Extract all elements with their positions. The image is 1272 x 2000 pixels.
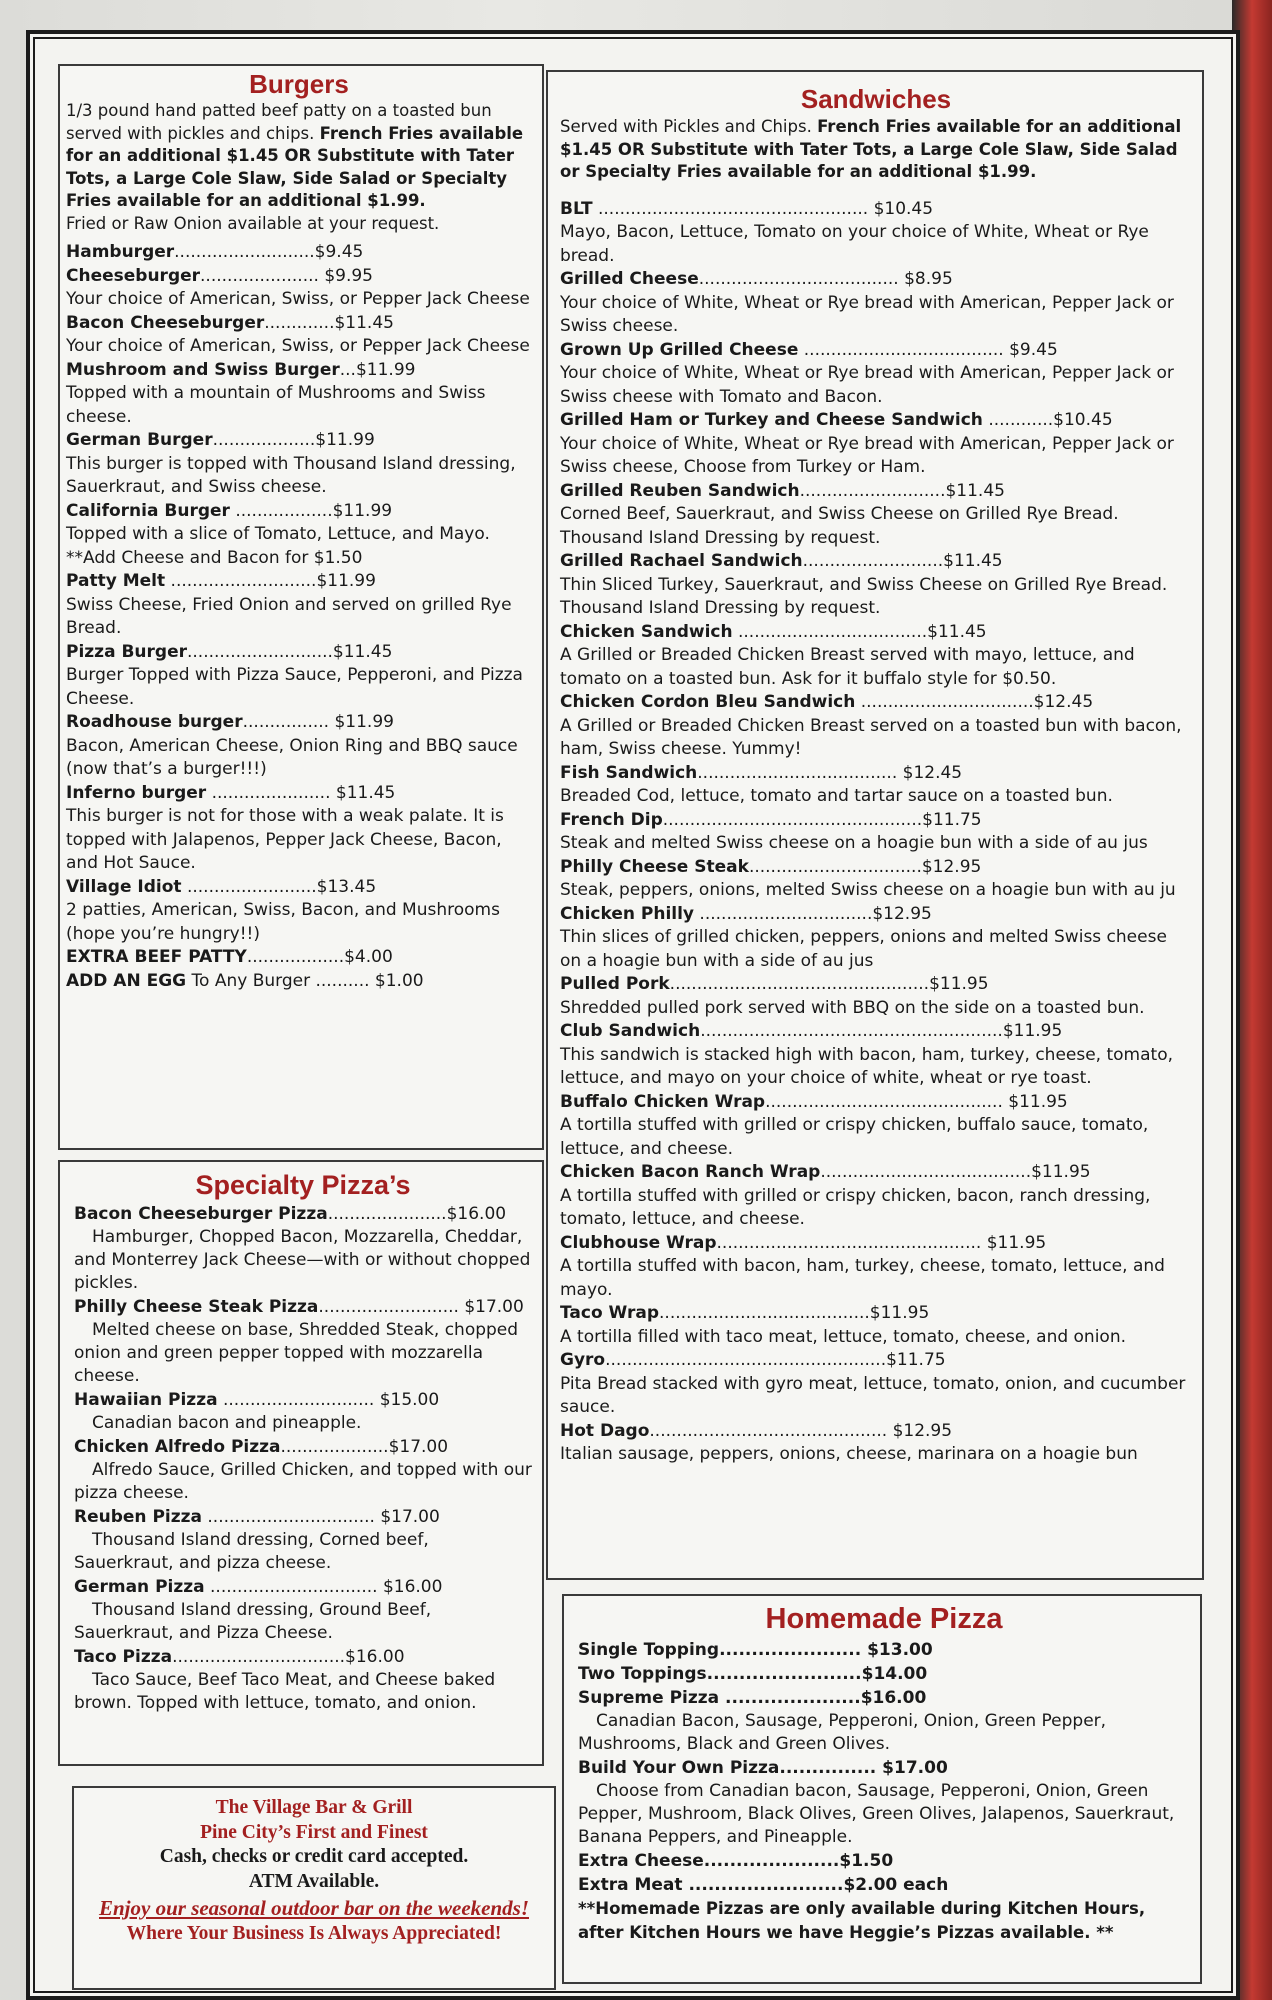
- menu-item: [560, 1349, 1192, 1420]
- menu-item-name: Buffalo Chicken Wrap: [560, 1091, 766, 1112]
- menu-item-dots: ............................: [217, 1390, 380, 1410]
- menu-item-price: $16.00: [345, 1647, 405, 1667]
- menu-item: [560, 550, 1192, 621]
- menu-item: [578, 1756, 1190, 1849]
- menu-item-dots: .....................: [703, 1851, 840, 1871]
- menu-item-dots: ...............: [779, 1758, 883, 1778]
- restaurant-name: The Village Bar & Grill: [215, 1797, 413, 1818]
- sandwiches-title: Sandwiches: [800, 84, 952, 114]
- menu-item-name: Two Toppings: [578, 1664, 707, 1684]
- menu-item-dots: ................................: [172, 1647, 346, 1667]
- menu-item-name: Hawaiian Pizza: [74, 1390, 218, 1410]
- menu-item-dots: ................................: [855, 692, 1034, 712]
- menu-item-name: EXTRA BEEF PATTY: [66, 947, 247, 967]
- menu-item-description: Your choice of White, Wheat or Rye bread with American, Pepper Jack or Swiss cheese.: [560, 292, 1174, 336]
- menu-item-line: [560, 550, 1192, 574]
- menu-item-name: Pizza Burger: [66, 641, 187, 662]
- menu-item: [66, 570, 532, 641]
- menu-item-dots: ....................................................: [605, 1350, 887, 1370]
- menu-item-name: Inferno burger: [66, 782, 207, 803]
- menu-item-name: Reuben Pizza: [74, 1507, 202, 1527]
- menu-item-description: Your choice of American, Swiss, or Pepper Jack Cheese: [66, 336, 530, 356]
- menu-item-price: $11.95: [1002, 1021, 1063, 1041]
- menu-item-description: Your choice of American, Swiss, or Pepper Jack Cheese: [66, 289, 530, 309]
- menu-item-dots: ...........................: [799, 480, 946, 501]
- burgers-section: [58, 64, 544, 1150]
- menu-item-description: Topped with a mountain of Mushrooms and Swiss cheese.: [66, 383, 486, 427]
- menu-item: [66, 265, 532, 312]
- burgers-intro: [66, 100, 532, 235]
- menu-item-description: A tortilla stuffed with bacon, ham, turkey, cheese, tomato, lettuce, and mayo.: [560, 1256, 1165, 1300]
- menu-item-price: $11.75: [922, 809, 982, 830]
- menu-item-line: [560, 1302, 1192, 1326]
- sandwiches-list: [560, 198, 1192, 1467]
- menu-item-dots: ................................................: [669, 974, 930, 994]
- sandwiches-intro-bold: French Fries available for an additional $1.45 OR Substitute with Tater Tots, a Large Cole Slaw, Side Salad or Specialty Fries available for an additional $1.99.: [560, 117, 1182, 181]
- menu-item: [66, 429, 532, 500]
- menu-item: [66, 711, 532, 782]
- menu-item-description: Bacon, American Cheese, Onion Ring and BBQ sauce (now that’s a burger!!!): [66, 735, 518, 779]
- menu-item-name: Roadhouse burger: [66, 712, 243, 732]
- menu-item-description: Choose from Canadian bacon, Sausage, Pepperoni, Onion, Green Pepper, Mushroom, Black Olives, Green Olives, Jalapenos, Sauerkraut, Banana Peppers, and Pineapple.: [578, 1781, 1175, 1847]
- menu-item-dots: ...................: [212, 430, 316, 450]
- menu-item-price: $11.99: [332, 500, 393, 521]
- menu-item-price: $2.00 each: [843, 1875, 949, 1895]
- menu-item-name: Extra Cheese: [578, 1851, 704, 1871]
- menu-item-price: $17.00: [388, 1437, 449, 1457]
- menu-item-line: [74, 1645, 532, 1669]
- menu-item-price: $12.45: [1033, 692, 1094, 712]
- menu-item-dots: ..................................................: [592, 198, 874, 219]
- menu-item-dots: ............: [982, 410, 1054, 430]
- menu-item-name: Grown Up Grilled Cheese: [560, 339, 799, 360]
- menu-item-price: $16.00: [446, 1204, 507, 1224]
- menu-item-line: [66, 782, 532, 806]
- menu-item-description: Thin Sliced Turkey, Sauerkraut, and Swiss Cheese on Grilled Rye Bread. Thousand Island Dressing by request.: [560, 574, 1168, 618]
- menu-item-price: $16.00: [382, 1577, 443, 1597]
- menu-item-description: Alfredo Sauce, Grilled Chicken, and topped with our pizza cheese.: [74, 1460, 532, 1503]
- menu-item-price: $9.95: [324, 265, 373, 286]
- menu-item-line: [560, 1349, 1192, 1373]
- menu-item-name: Grilled Rachael Sandwich: [560, 551, 803, 571]
- menu-item-name: Build Your Own Pizza: [578, 1758, 780, 1778]
- menu-item-description: A Grilled or Breaded Chicken Breast served with mayo, lettuce, and tomato on a toasted bun. Ask for it buffalo style for $0.50.: [560, 645, 1135, 689]
- menu-item-description: This burger is not for those with a weak palate. It is topped with Jalapenos, Pepper Jack Cheese, Bacon, and Hot Sauce.: [66, 806, 504, 873]
- menu-item-name: BLT: [560, 198, 593, 219]
- menu-item: [578, 1662, 1190, 1686]
- menu-item-description: Taco Sauce, Beef Taco Meat, and Cheese baked brown. Topped with lettuce, tomato, and onion.: [74, 1670, 496, 1713]
- menu-item-dots: ...........................: [165, 571, 317, 591]
- menu-item-line: [66, 312, 532, 336]
- menu-item-description: Pita Bread stacked with gyro meat, lettuce, tomato, onion, and cucumber sauce.: [560, 1373, 1186, 1417]
- menu-item: [578, 1686, 1190, 1756]
- menu-item: [560, 1420, 1192, 1467]
- menu-item-dots: ............................................: [649, 1420, 893, 1441]
- menu-item-name: ADD AN EGG: [66, 970, 187, 991]
- menu-item-name: Chicken Bacon Ranch Wrap: [560, 1162, 821, 1182]
- menu-item-line: [560, 339, 1192, 363]
- menu-item-name: Village Idiot: [66, 876, 182, 897]
- menu-item-dots: .....................................: [697, 762, 903, 783]
- menu-item-name: Taco Pizza: [74, 1647, 173, 1667]
- menu-item-dots: To Any Burger ..........: [186, 970, 375, 991]
- menu-item-dots: ...............................: [202, 1507, 381, 1527]
- restaurant-tagline: Pine City’s First and Finest: [200, 1821, 428, 1843]
- menu-item-price: $11.45: [927, 621, 987, 642]
- menu-item: [560, 691, 1192, 762]
- burgers-intro-plain: 1/3 pound hand patted beef patty on a toasted bun served with pickles and chips.: [66, 101, 492, 143]
- menu-item-description: Melted cheese on base, Shredded Steak, chopped onion and green pepper topped with mozzarella cheese.: [74, 1320, 519, 1386]
- menu-item-line: [560, 973, 1192, 997]
- menu-item-price: $13.45: [316, 876, 377, 897]
- homemade-pizza-title: Homemade Pizza: [765, 1603, 1003, 1635]
- menu-item-name: Chicken Cordon Bleu Sandwich: [560, 692, 856, 712]
- menu-item: [74, 1575, 532, 1645]
- menu-item-dots: .....................: [719, 1688, 861, 1708]
- menu-item-dots: .............: [264, 312, 335, 333]
- menu-item-price: $11.45: [945, 480, 1005, 501]
- menu-item-name: French Dip: [560, 809, 663, 830]
- menu-item-line: [560, 691, 1192, 715]
- menu-item-description: Italian sausage, peppers, onions, cheese, marinara on a hoagie bun: [560, 1444, 1138, 1464]
- menu-item-name: Chicken Alfredo Pizza: [74, 1437, 281, 1457]
- menu-item-price: $11.45: [332, 641, 393, 662]
- menu-item-line: [66, 711, 532, 735]
- menu-item-name: Hamburger: [66, 242, 175, 262]
- menu-item-line: [560, 1232, 1192, 1256]
- menu-item-line: [560, 621, 1192, 645]
- menu-item-description: A tortilla filled with taco meat, lettuce, tomato, cheese, and onion.: [560, 1326, 1127, 1347]
- menu-item-description: Thousand Island dressing, Ground Beef, Sauerkraut, and Pizza Cheese.: [74, 1600, 432, 1643]
- menu-item-dots: ............................................: [765, 1091, 1009, 1112]
- menu-item-dots: ..........................: [174, 242, 315, 262]
- menu-item-name: Gyro: [560, 1350, 606, 1370]
- menu-item-description: Shredded pulled pork served with BBQ on the side on a toasted bun.: [560, 997, 1145, 1018]
- menu-item-name: Grilled Cheese: [560, 269, 699, 289]
- menu-item: [560, 856, 1192, 903]
- menu-item-description: Burger Topped with Pizza Sauce, Pepperoni, and Pizza Cheese.: [66, 665, 523, 709]
- menu-item: [560, 762, 1192, 809]
- payment-info: Cash, checks or credit card accepted.: [159, 1846, 469, 1867]
- menu-item: [560, 1020, 1192, 1091]
- menu-item-description: Canadian bacon and pineapple.: [92, 1413, 362, 1433]
- menu-item-price: $9.45: [314, 242, 364, 262]
- menu-item-price: $11.45: [943, 551, 1003, 571]
- menu-item-name: Patty Melt: [66, 571, 166, 591]
- menu-item-line: [578, 1756, 1190, 1780]
- menu-item-line: [578, 1873, 1190, 1897]
- menu-item-description: A tortilla stuffed with grilled or crispy chicken, buffalo sauce, tomato, lettuce, and cheese.: [560, 1115, 1149, 1159]
- menu-item-line: [560, 1091, 1192, 1115]
- menu-item-description: Hamburger, Chopped Bacon, Mozzarella, Cheddar, and Monterrey Jack Cheese—with or without chopped pickles.: [74, 1227, 531, 1293]
- menu-item-description: A tortilla stuffed with grilled or crispy chicken, bacon, ranch dressing, tomato, lettuce, and cheese.: [560, 1185, 1151, 1229]
- menu-item: [74, 1388, 532, 1435]
- menu-item-price: $17.00: [882, 1758, 948, 1778]
- menu-item-name: Grilled Ham or Turkey and Cheese Sandwich: [560, 410, 983, 430]
- menu-item-price: $17.00: [464, 1297, 524, 1317]
- menu-item-description: 2 patties, American, Swiss, Bacon, and Mushrooms (hope you’re hungry!!): [66, 900, 500, 944]
- menu-item-line: [560, 856, 1192, 880]
- menu-item-description: This sandwich is stacked high with bacon, ham, turkey, cheese, tomato, lettuce, and mayo on your choice of white, wheat or rye toast.: [560, 1044, 1174, 1088]
- menu-item-name: Bacon Cheeseburger Pizza: [74, 1204, 328, 1224]
- menu-item-line: [74, 1505, 532, 1529]
- menu-item: [66, 970, 532, 994]
- menu-item: [66, 641, 532, 712]
- menu-item-line: [66, 241, 532, 265]
- menu-item-description: Your choice of White, Wheat or Rye bread with American, Pepper Jack or Swiss cheese, Choose from Turkey or Ham.: [560, 433, 1174, 477]
- menu-item-line: [560, 1161, 1192, 1185]
- menu-item-price: $15.00: [379, 1390, 440, 1410]
- menu-item: [560, 409, 1192, 480]
- specialty-pizzas-title: Specialty Pizza’s: [195, 1170, 411, 1200]
- menu-item-description: Topped with a slice of Tomato, Lettuce, and Mayo. **Add Cheese and Bacon for $1.50: [66, 524, 490, 568]
- menu-item-dots: ..........................: [318, 1297, 465, 1317]
- menu-item-description: Thin slices of grilled chicken, peppers, onions and melted Swiss cheese on a hoagie bun with a side of au jus: [560, 927, 1167, 971]
- menu-item-dots: ......................: [206, 782, 336, 803]
- menu-item: [560, 480, 1192, 551]
- menu-item-dots: .......................................: [659, 1303, 870, 1323]
- specialty-pizzas-section: [58, 1160, 544, 1766]
- menu-item-line: [560, 198, 1192, 222]
- menu-item-name: German Pizza: [74, 1577, 205, 1597]
- menu-item-name: Extra Meat: [578, 1875, 683, 1895]
- menu-item-name: Philly Cheese Steak Pizza: [74, 1297, 319, 1317]
- menu-item-description: A Grilled or Breaded Chicken Breast served on a toasted bun with bacon, ham, Swiss cheese. Yummy!: [560, 715, 1182, 759]
- menu-item-line: [66, 641, 532, 665]
- burgers-intro-bold: French Fries available for an additional $1.45 OR Substitute with Tater Tots, a Large Cole Slaw, Side Salad or Specialty Fries available for an additional $1.99.: [66, 123, 524, 210]
- appreciation-line: Where Your Business Is Always Appreciated!: [126, 1923, 502, 1944]
- menu-item-name: Pulled Pork: [560, 974, 670, 994]
- menu-item-name: Cheeseburger: [66, 265, 201, 286]
- sandwiches-intro-plain: Served with Pickles and Chips.: [560, 117, 818, 136]
- menu-item-dots: ................: [242, 712, 335, 732]
- menu-item-price: $1.00: [374, 970, 424, 991]
- menu-item: [560, 903, 1192, 974]
- menu-item: [578, 1638, 1190, 1662]
- menu-item-description: Steak, peppers, onions, melted Swiss cheese on a hoagie bun with au ju: [560, 880, 1176, 900]
- menu-item: [66, 241, 532, 265]
- menu-item-dots: .................................................: [716, 1232, 987, 1253]
- menu-item: [74, 1505, 532, 1575]
- menu-item-dots: ..........................: [802, 551, 944, 571]
- menu-item: [560, 1091, 1192, 1162]
- atm-info: ATM Available.: [248, 1870, 380, 1892]
- menu-item-dots: ................................................: [662, 809, 923, 830]
- menu-item: [66, 500, 532, 571]
- menu-item: [74, 1295, 532, 1388]
- menu-item-description: Your choice of White, Wheat or Rye bread with American, Pepper Jack or Swiss cheese with Tomato and Bacon.: [560, 363, 1174, 407]
- menu-item-price: $11.95: [1031, 1162, 1091, 1182]
- specialty-pizzas-list: [74, 1202, 532, 1715]
- menu-item-dots: ..................: [229, 500, 333, 521]
- homemade-pizza-note: **Homemade Pizzas are only available during Kitchen Hours, after Kitchen Hours we have Heggie’s Pizzas available. **: [578, 1899, 1146, 1942]
- menu-item-price: $11.95: [986, 1232, 1047, 1253]
- menu-item-dots: ......................: [719, 1640, 868, 1660]
- menu-item-price: $12.95: [921, 856, 982, 877]
- burgers-list: [66, 241, 532, 993]
- menu-item-dots: .......................................: [820, 1162, 1032, 1182]
- menu-item-price: $12.95: [872, 903, 932, 924]
- menu-item-dots: ................................: [748, 856, 922, 877]
- menu-item-price: $11.99: [334, 712, 394, 732]
- menu-item-price: $11.95: [929, 974, 989, 994]
- menu-item-dots: ........................: [706, 1664, 862, 1684]
- menu-item-description: Mayo, Bacon, Lettuce, Tomato on your choice of White, Wheat or Rye bread.: [560, 222, 1149, 266]
- menu-item-dots: ........................: [682, 1875, 844, 1895]
- menu-item-line: [74, 1575, 532, 1599]
- menu-item-name: Clubhouse Wrap: [560, 1232, 717, 1253]
- menu-item-name: Hot Dago: [560, 1420, 650, 1441]
- burgers-title: Burgers: [249, 69, 349, 99]
- menu-item-dots: ..................: [246, 947, 345, 967]
- menu-item-price: $16.00: [860, 1688, 927, 1708]
- menu-item-line: [560, 809, 1192, 833]
- menu-item-line: [74, 1202, 532, 1226]
- menu-item-price: $11.75: [886, 1350, 946, 1370]
- menu-item-name: Bacon Cheeseburger: [66, 312, 265, 333]
- menu-item-price: $14.00: [861, 1664, 928, 1684]
- menu-item-line: [560, 1420, 1192, 1444]
- menu-item-line: [66, 876, 532, 900]
- menu-item-dots: ....................: [280, 1437, 389, 1457]
- menu-item-line: [74, 1295, 532, 1319]
- menu-item-name: Fish Sandwich: [560, 762, 698, 783]
- menu-item: [66, 876, 532, 947]
- menu-item: [74, 1435, 532, 1505]
- menu-item-name: Chicken Philly: [560, 903, 695, 924]
- menu-item: [560, 1161, 1192, 1232]
- menu-item-name: Club Sandwich: [560, 1021, 701, 1041]
- menu-item-name: California Burger: [66, 500, 230, 521]
- menu-item: [560, 339, 1192, 410]
- menu-item-line: [66, 265, 532, 289]
- menu-item-line: [560, 762, 1192, 786]
- menu-item-price: $9.45: [1009, 339, 1058, 360]
- menu-item: [66, 782, 532, 876]
- menu-item-description: Breaded Cod, lettuce, tomato and tartar sauce on a toasted bun.: [560, 786, 1113, 806]
- menu-item-price: $12.45: [902, 762, 963, 783]
- sandwiches-section: [546, 70, 1204, 1580]
- menu-item-price: $11.99: [315, 430, 375, 450]
- menu-item-price: $11.95: [869, 1303, 930, 1323]
- menu-item-line: [560, 409, 1192, 433]
- menu-item: [560, 1232, 1192, 1303]
- menu-item-dots: ................................: [694, 903, 873, 924]
- homemade-pizza-list: [578, 1638, 1190, 1897]
- menu-item-dots: ......................: [327, 1204, 447, 1224]
- sandwiches-intro: [560, 116, 1192, 184]
- menu-item: [66, 312, 532, 359]
- menu-item-price: $17.00: [380, 1507, 440, 1527]
- menu-item-line: [66, 570, 532, 594]
- menu-item-price: $11.95: [1008, 1091, 1068, 1112]
- menu-item-name: Supreme Pizza: [578, 1688, 720, 1708]
- menu-item-dots: ......................: [200, 265, 325, 286]
- menu-item-name: Grilled Reuben Sandwich: [560, 480, 800, 501]
- menu-item-line: [578, 1662, 1190, 1686]
- menu-item-name: Philly Cheese Steak: [560, 856, 749, 877]
- menu-item-line: [66, 359, 532, 383]
- menu-item-line: [66, 500, 532, 524]
- menu-item: [560, 973, 1192, 1020]
- menu-item: [578, 1849, 1190, 1873]
- menu-item-description: This burger is topped with Thousand Island dressing, Sauerkraut, and Swiss cheese.: [66, 453, 516, 497]
- menu-item-description: Steak and melted Swiss cheese on a hoagie bun with a side of au jus: [560, 833, 1148, 853]
- menu-item-price: $10.45: [1053, 410, 1113, 430]
- menu-item: [578, 1873, 1190, 1897]
- menu-item-name: Chicken Sandwich: [560, 621, 733, 642]
- menu-item-name: German Burger: [66, 430, 213, 450]
- menu-item-price: $12.95: [892, 1420, 953, 1441]
- menu-item-line: [578, 1686, 1190, 1710]
- menu-item-line: [560, 480, 1192, 504]
- menu-item-name: Taco Wrap: [560, 1303, 660, 1323]
- menu-item: [560, 809, 1192, 856]
- menu-item-line: [66, 429, 532, 453]
- menu-item-description: Thousand Island dressing, Corned beef, Sauerkraut, and pizza cheese.: [74, 1530, 429, 1573]
- menu-item: [74, 1645, 532, 1715]
- menu-item-description: Canadian Bacon, Sausage, Pepperoni, Onion, Green Pepper, Mushrooms, Black and Green Olives.: [578, 1711, 1107, 1754]
- menu-item-dots: ...............................: [204, 1577, 383, 1597]
- menu-item-line: [560, 1020, 1192, 1044]
- menu-item-dots: ...................................: [732, 621, 928, 642]
- outdoor-bar-note: Enjoy our seasonal outdoor bar on the weekends!: [99, 1896, 529, 1920]
- menu-item: [560, 268, 1192, 339]
- menu-item-price: $4.00: [344, 947, 393, 967]
- menu-item-price: $11.99: [316, 571, 376, 591]
- menu-item-dots: ........................: [181, 876, 317, 897]
- menu-item-price: $8.95: [904, 269, 953, 289]
- menu-item-price: $11.45: [334, 312, 394, 333]
- menu-item: [66, 359, 532, 430]
- menu-item-name: Single Topping: [578, 1640, 720, 1660]
- menu-item-dots: .....................................: [698, 269, 905, 289]
- menu-item-line: [74, 1388, 532, 1412]
- menu-item-price: $1.50: [839, 1851, 894, 1871]
- homemade-pizza-section: [562, 1594, 1202, 1984]
- menu-item-line: [66, 970, 532, 994]
- menu-item: [66, 946, 532, 970]
- menu-item-line: [578, 1638, 1190, 1662]
- menu-item: [74, 1202, 532, 1295]
- menu-item-description: Swiss Cheese, Fried Onion and served on grilled Rye Bread.: [66, 594, 512, 638]
- restaurant-info-box: [72, 1786, 556, 1990]
- menu-item-line: [74, 1435, 532, 1459]
- menu-item-price: $11.45: [335, 782, 396, 803]
- menu-item-price: $11.99: [355, 359, 416, 380]
- menu-item-dots: ...........................: [187, 641, 333, 662]
- menu-item-price: $13.00: [867, 1640, 933, 1660]
- menu-item: [560, 198, 1192, 269]
- menu-item-line: [66, 946, 532, 970]
- menu-item-dots: ........................................................: [700, 1021, 1003, 1041]
- menu-item-line: [578, 1849, 1190, 1873]
- menu-item-name: Mushroom and Swiss Burger: [66, 359, 340, 380]
- menu-item-line: [560, 903, 1192, 927]
- menu-item: [560, 621, 1192, 692]
- menu-item: [560, 1302, 1192, 1349]
- menu-item-line: [560, 268, 1192, 292]
- menu-item-description: Corned Beef, Sauerkraut, and Swiss Cheese on Grilled Rye Bread. Thousand Island Dressing by request.: [560, 504, 1119, 548]
- menu-item-dots: ...: [339, 359, 356, 380]
- menu-item-price: $10.45: [873, 198, 934, 219]
- burgers-intro-tail: Fried or Raw Onion available at your request.: [66, 213, 440, 233]
- menu-item-dots: .....................................: [798, 339, 1010, 360]
